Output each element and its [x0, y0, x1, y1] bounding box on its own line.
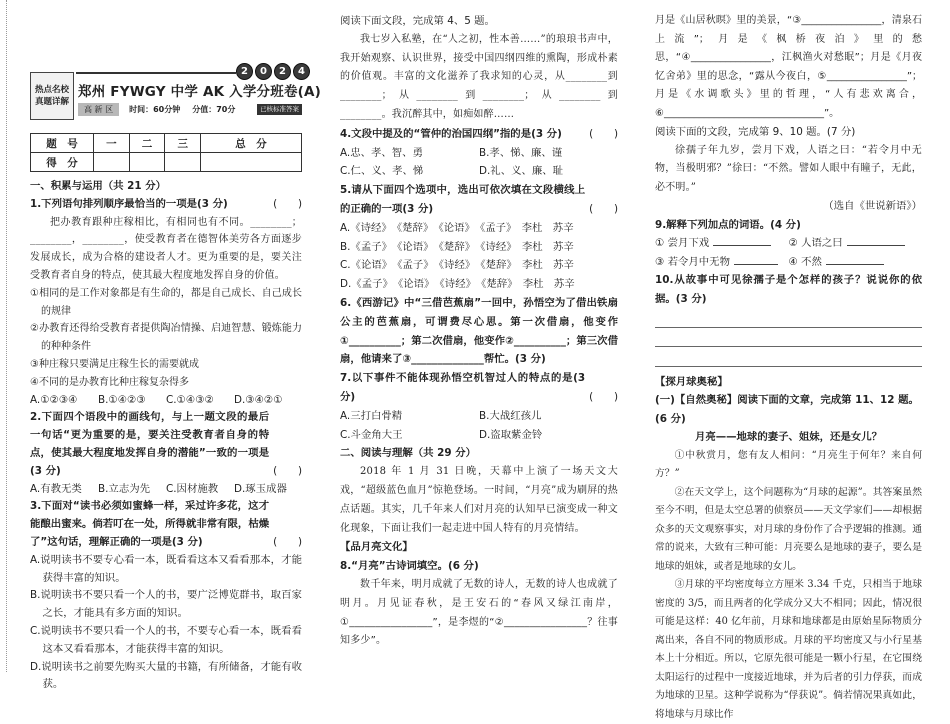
article-paragraph: ①中秋赏月，您有友人相问：“月亮生于何年？来自何方？”: [655, 449, 922, 479]
option: C.①④③②: [166, 393, 214, 406]
vocab-label: ③ 若令月中无物: [655, 255, 730, 268]
question-2-stem: [30, 409, 302, 480]
question-9-stem: 9.解释下列加点的词语。(4 分): [655, 218, 801, 231]
answer-paren: ( ): [273, 197, 302, 210]
answer-blank: [847, 234, 905, 246]
badge-line: 真题详解: [34, 97, 69, 107]
option: D.《孟子》 《论语》 《诗经》 《楚辞》 李杜 苏辛: [340, 278, 575, 291]
badge-line: 热点名校: [34, 85, 69, 95]
question-2-options: [30, 481, 302, 499]
answer-line: [655, 347, 922, 367]
exam-header: [30, 60, 322, 178]
score-table-cell: 得 分: [31, 153, 94, 172]
score-table-empty-cell: [165, 153, 201, 172]
question-4-options: [340, 144, 618, 182]
vocab-label: ① 尝月下戏: [655, 237, 710, 249]
score-table-header-row: [31, 134, 302, 153]
option: B.孝、悌、廉、谨: [479, 146, 563, 159]
moon-intro-passage: 2018 年 1 月 31 日晚，天幕中上演了一场天文大戏，“超级蓝色血月”惊艳登场。一时间，“月亮”成为刷屏的热点话题。其实，几千年来人们对月亮的认知早已演变成一种文化现象，下面让我们一起走进中国人特有的月亮情结。: [340, 466, 618, 534]
year-digit: 2: [236, 63, 253, 80]
option: A.三打白骨精: [340, 409, 403, 422]
question-4-stem: [340, 125, 618, 144]
score-table-cell: 一: [94, 134, 130, 153]
option: A.①②③④: [30, 393, 78, 406]
question-7-options: [340, 407, 618, 445]
answer-paren: ( ): [589, 127, 618, 140]
option: B.大战红孩儿: [479, 409, 542, 422]
option: C.说明读书不要只看一个人的书，不要专心看一本，既看看这本又看看那本，才能获得丰富的知识。: [30, 624, 302, 655]
reading-intro: 阅读下面的文段，完成第 9、10 题。(7 分): [655, 126, 856, 138]
time-limit: 时间：60分钟: [129, 105, 181, 114]
question-text: 1.下列语句排列顺序最恰当的一项是(3 分): [30, 197, 228, 210]
middle-column: [340, 12, 618, 664]
binding-line: [6, 0, 7, 672]
score-table-cell: 三: [165, 134, 201, 153]
section-heading: 二、阅读与理解（共 29 分）: [340, 447, 476, 460]
subsection-heading: 【品月亮文化】: [340, 541, 413, 554]
question-text: 3.下面对“读书必须如蜜蜂一样，采过许多花，这才能酿出蜜来。倘若叮在一处，所得就非常有限，枯燥了”这句话，理解正确的一项是(3 分): [30, 500, 270, 548]
question-text: 2.下面四个语段中的画线句，与上一题文段的最后一句话“更为重要的是，要关注受教育者自身的特点，使其最大程度地发挥自身的潜能”一致的一项是(3 分): [30, 411, 270, 477]
question-1-options: [30, 392, 302, 410]
score-table-empty-cell: [129, 153, 165, 172]
answer-line: [655, 308, 922, 328]
statement-item: ①相同的是工作对象都是有生命的，都是自己成长、自己成长的规律: [30, 287, 302, 317]
article-title: 月亮——地球的妻子、姐妹，还是女儿？: [694, 431, 883, 443]
score-table-cell: 总 分: [201, 134, 302, 153]
score-table: [30, 133, 302, 172]
vocab-item: [789, 253, 923, 272]
option: D.礼、义、廉、耻: [479, 165, 564, 178]
option: C.仁、义、孝、悌: [340, 165, 424, 178]
question-8-stem: 8.“月亮”古诗词填空。(6 分): [340, 560, 479, 573]
article-paragraph: ③月球的平均密度每立方厘米 3.34 千克，只相当于地球密度的 3/5，而且两者的化学成分又大不相同；因此，情况很可能是这样：40 亿年前，月球和地球都是由原始星际物质分离出来，各自不同的物质形成。月球的平均密度又与小行星基本上十分相近。所以，它原先很可能是一颗小行星，在它围绕太阳运行的过程中一度接近地球，并为后者的引力俘获，而成为地球的卫星。这种学说称为“俘获说”。倘若情况果真如此，将地球与月球比作: [655, 579, 922, 720]
left-column: [30, 178, 302, 691]
option: D.琢玉成器: [234, 482, 287, 495]
score-table-empty-cell: [94, 153, 130, 172]
answer-paren: ( ): [273, 464, 302, 477]
question-text: 5.请从下面四个选项中，选出可依次填在文段横线上的正确的一项(3 分): [340, 184, 586, 215]
answer-line: [655, 328, 922, 348]
subsection-heading: 【探月球奥秘】: [655, 375, 728, 388]
right-column: [655, 12, 922, 720]
section-heading: 一、积累与运用（共 21 分）: [30, 180, 166, 192]
option: B.①④②③: [98, 393, 146, 406]
statement-item: ③种庄稼只要满足庄稼生长的需要就成: [30, 358, 199, 370]
option: D.盗取紫金铃: [479, 428, 543, 441]
vocab-label: ② 人语之曰: [788, 237, 843, 249]
question-text: 7.以下事件不能体现孙悟空机智过人的特点的是(3 分): [340, 372, 586, 403]
option: A.说明读书不要专心看一本，既看看这本又看看那本，才能获得丰富的知识。: [30, 553, 302, 584]
answer-blank: [826, 253, 884, 265]
question-9-items: [655, 234, 922, 271]
question-1-passage: 把办教育跟种庄稼相比，有相同也有不同。________；________，________，使受教育者在德智体美劳各方面逐步发展成长，成为合格的建设者人才。更为重要的是，要关注受教育者自身的特点，使其最大程度地发挥自身的价值。: [30, 216, 302, 281]
statement-item: ②办教育还得给受教育者提供陶冶情操、启迪智慧、锻炼能力的种种条件: [30, 323, 302, 353]
reading-passage: 我七岁入私塾，在“人之初，性本善……”的琅琅书声中，我开始观察、认识世界，接受中国四纲四维的熏陶，形成朴素的价值观。丰富的文化滋养了我求知的心灵，从________到________；从________到________；从________到________。我沉醉其中，如痴如醉……: [340, 33, 618, 120]
score-table-score-row: [31, 153, 302, 172]
score-table-cell: 题 号: [31, 134, 94, 153]
vocab-item: [655, 253, 789, 272]
article-paragraph: ②在天文学上，这个问题称为“月球的起源”。其答案虽然至今不明，但是太空总署的侦察员——天文学家们——却根据众多的天文观察事实，对月球的身份作了合乎逻辑的推测。通常的说来，大致有三种可能：月亮要么是地球的妻子，要么是地球的姐妹，或者是地球的女儿。: [655, 486, 922, 572]
classical-passage: 徐孺子年九岁，尝月下戏，人语之曰：“若令月中无物，当极明邪？”徐曰：“不然。譬如人眼中有瞳子，无此，必不明。”: [655, 144, 922, 193]
question-8-text-continued: 月是《山居秋暝》里的美景，“③________________，清泉石上流”；月是《枫桥夜泊》里的愁思，“④________________，江枫渔火对愁眠”；月是《月夜忆舍弟》里的思念，“露从今夜白，⑤________________”；月是《水调歌头》里的哲理，“人有悲欢离合，⑥________________________________”。: [655, 15, 922, 119]
year-badge: [236, 63, 310, 80]
exam-info-bar: [78, 103, 302, 116]
question-8-text: 数千年来，明月成就了无数的诗人，无数的诗人也成就了明月。月见证春秋，是王安石的“春风又绿江南岸，①________________”，是李煜的“②________________？往事知多少”。: [340, 578, 618, 647]
option: D.③④②①: [234, 393, 283, 406]
answer-blank: [713, 234, 771, 246]
option: B.立志为先: [98, 482, 150, 495]
vocab-label: ④ 不然: [788, 255, 822, 268]
year-digit: 2: [274, 63, 291, 80]
year-digit: 4: [293, 63, 310, 80]
option: A.有教无类: [30, 482, 82, 495]
year-digit: 0: [255, 63, 272, 80]
option: C.斗金角大王: [340, 428, 403, 441]
answer-paren: ( ): [589, 390, 618, 403]
option: C.因材施教: [166, 482, 219, 495]
question-3-stem: [30, 498, 302, 551]
answer-tag: 已核标准答案: [257, 104, 302, 115]
option: D.说明读书之前要先购买大量的书籍，有所储备，才能有收获。: [30, 660, 302, 691]
reading-intro: 阅读下面文段，完成第 4、5 题。: [340, 15, 495, 27]
header-rule: [76, 72, 236, 74]
statement-item: ④不同的是办教育比种庄稼复杂得多: [30, 376, 189, 388]
question-10-stem: 10.从故事中可见徐孺子是个怎样的孩子？说说你的依据。(3 分): [655, 274, 922, 305]
total-score: 分值：70分: [192, 105, 236, 114]
option: A.忠、孝、智、勇: [340, 146, 423, 159]
district-label: 高 新 区: [78, 103, 119, 116]
vocab-item: [655, 234, 789, 253]
question-7-stem: [340, 369, 618, 407]
vocab-item: [789, 234, 923, 253]
answer-blank: [734, 253, 778, 265]
question-6-stem: 6.《西游记》中“三借芭蕉扇”一回中，孙悟空为了借出铁扇公主的芭蕉扇，可谓费尽心思。第一次借扇，他变作①__________；第二次借扇，他变作②__________；第三次借扇，他请来了③______________帮忙。(3 分): [340, 296, 618, 366]
answer-paren: ( ): [273, 535, 302, 548]
option: B.《孟子》 《论语》 《楚辞》 《诗经》 李杜 苏辛: [340, 240, 574, 253]
option: B.说明读书不要只看一个人的书，要广泛博览群书，取百家之长，才能具有多方面的知识。: [30, 589, 302, 620]
option: C.《论语》 《孟子》 《诗经》 《楚辞》 李杜 苏辛: [340, 259, 574, 272]
hot-school-badge: [30, 72, 74, 120]
question-5-stem: [340, 181, 618, 219]
question-text: 4.文段中提及的“管仲的治国四纲”指的是(3 分): [340, 127, 562, 140]
option: A.《诗经》 《楚辞》 《论语》 《孟子》 李杜 苏辛: [340, 221, 574, 234]
score-table-cell: 二: [129, 134, 165, 153]
score-table-empty-cell: [201, 153, 302, 172]
exam-title: 郑州 FYWGY 中学 AK 入学分班卷(A): [78, 84, 322, 100]
question-1-stem: [30, 196, 302, 214]
answer-paren: ( ): [589, 202, 618, 215]
passage-source: （选自《世说新语》）: [823, 200, 922, 212]
reading-sub-heading: (一)【自然奥秘】阅读下面的文章，完成第 11、12 题。(6 分): [655, 394, 919, 425]
